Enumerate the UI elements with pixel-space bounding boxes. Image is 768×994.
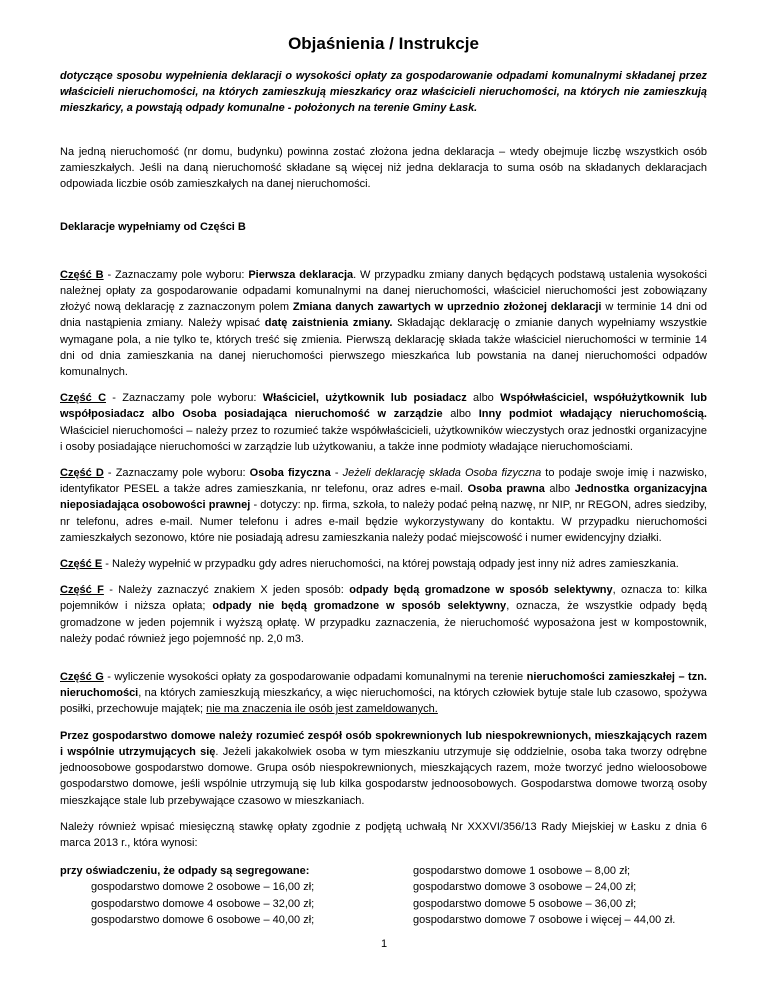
part-b-bold: datę zaistnienia zmiany. (264, 317, 393, 330)
part-b-paragraph (60, 267, 707, 380)
part-c-text: Właściciel nieruchomości – należy przez to rozumieć także współwłaścicieli, użytkowników wieczystych oraz jednostki organizacyjne i osoby posiadające nieruchomości w zarządzie lub użytkowaniu, a także inne podmioty władające nieruchomościami. (60, 424, 707, 453)
part-c-text: albo (442, 408, 479, 421)
part-b-text: w terminie 14 dni od dnia nastąpienia zmiany. Należy wpisać (60, 301, 708, 330)
rates-heading: przy oświadczeniu, że odpady są segregowane: (60, 865, 310, 878)
part-f-text: , oznacza to: kilka pojemników i niższa opłata; (60, 584, 707, 613)
part-f-bold: odpady będą gromadzone w sposób selektywny (349, 584, 613, 597)
paragraph-one-declaration: Na jedną nieruchomość (nr domu, budynku) powinna zostać złożona jedna deklaracja – wtedy obejmuje liczbę wszystkich osób zamieszkałych. Jeśli na daną nieruchomość składane są więcej niż jedna deklaracja to suma osób na składanych deklaracjach odpowiada liczbie osób zamieszkałych na danej nieruchomości. (60, 146, 707, 191)
part-d-label: Część D (60, 467, 104, 480)
rate-line: gospodarstwo domowe 3 osobowe – 24,00 zł; (413, 881, 637, 894)
part-d-text: - dotyczy: np. firma, szkoła, to należy podać pełną nazwę, nr NIP, nr REGON, adres siedziby, nr telefonu, adres e-mail. Numer telefonu i adres e-mail będzie wykorzystywany do kontaktu. W przypadku nieruchomości zamieszkałych sezonowo, które nie posiadają adresu zamieszkania należy podać miejscowość i numer ewidencyjny działki. (60, 499, 707, 544)
part-b-bold: Zmiana danych zawartych w uprzednio złożonej deklaracji (292, 301, 602, 314)
part-c-bold: Właściciel, użytkownik lub posiadacz (262, 392, 467, 405)
part-b-text: . W przypadku zmiany danych będących podstawą ustalenia wysokości należnej opłaty za gospodarowanie odpadami komunalnymi na danej nieruchomości, właściciel nieruchomości jest zobowiązany złożyć nową deklarację z zaznaczonym polem (60, 268, 707, 314)
household-bold: Przez gospodarstwo domowe należy rozumieć zespół osób spokrewnionych lub niespokrewnionych, mieszkających razem i wspólnie utrzymujących się (60, 729, 707, 758)
intro-paragraph: dotyczące sposobu wypełnienia deklaracji o wysokości opłaty za gospodarowanie odpadami komunalnymi składanej przez właścicieli nieruchomości, na których zamieszkują mieszkańcy oraz właścicieli nieruchomości, na których nie zamieszkują mieszkańcy, a powstają odpady komunalne - położonych na terenie Gminy Łask. (60, 70, 707, 114)
part-d-text: to podaje swoje imię i nazwisko, identyfikator PESEL a także adres zamieszkania, nr telefonu, oraz adres e-mail. (60, 467, 708, 496)
rate-line: gospodarstwo domowe 6 osobowe – 40,00 zł; (91, 913, 315, 926)
document-page (60, 34, 707, 928)
part-b-text: Składając deklarację o zmianie danych wypełniamy wszystkie wymagane pola, a nie tylko te, których treść się zmienia. Pierwszą deklarację składa także właściciel nieruchomości w terminie 14 dni od dnia zamieszkania na danej nieruchomości pierwszego mieszkańca lub powstania na danej nieruchomości odpadów komunalnych. (60, 317, 707, 379)
part-d-italic: Jeżeli deklarację składa Osoba fizyczna (342, 467, 542, 480)
page-number: 1 (380, 938, 388, 950)
part-c-text: albo (466, 392, 501, 405)
household-paragraph (60, 728, 707, 809)
part-f-label: Część F (60, 584, 104, 597)
rates-block (60, 863, 707, 928)
part-b-text: - Zaznaczamy pole wyboru: (103, 268, 249, 281)
part-f-text: , oznacza, że wszystkie odpady będą gromadzone w jeden pojemnik i wyższą opłatę. W przypadku zaznaczenia, że nieruchomość wyposażona jest w kompostownik, należy podać również jego pojemność np. 2,0 m3. (60, 600, 708, 645)
part-b-bold: Pierwsza deklaracja (248, 268, 354, 281)
part-c-bold: Współwłaściciel, współużytkownik lub współposiadacz albo Osoba posiadająca nieruchomość w zarządzie (60, 392, 707, 421)
household-text: . Jeżeli jakakolwiek osoba w tym mieszkaniu utrzymuje się oddzielnie, osoba taka tworzy odrębne jednoosobowe gospodarstwo domowe. Grupa osób niespokrewnionych, mieszkających razem, może tworzyć jedno wieloosobowe gospodarstwo domowe, jeśli wspólnie utrzymują się lub kilka gospodarstw jednoosobowych. Gospodarstwa domowe tworzą osoby mieszkające stale lub przebywające czasowo w mieszkaniach. (60, 745, 707, 807)
rate-line: gospodarstwo domowe 7 osobowe i więcej – 44,00 zł. (413, 913, 676, 926)
part-e-label: Część E (60, 558, 103, 571)
rate-line: gospodarstwo domowe 2 osobowe – 16,00 zł; (91, 881, 315, 894)
part-d-text: - (330, 467, 343, 480)
rate-line: gospodarstwo domowe 1 osobowe – 8,00 zł; (413, 865, 631, 878)
part-d-bold: Osoba fizyczna (249, 467, 331, 480)
rates-left-column (60, 863, 400, 928)
page-title: Objaśnienia / Instrukcje (288, 34, 479, 53)
part-d-bold: Osoba prawna (467, 483, 545, 496)
part-c-label: Część C (60, 392, 107, 405)
part-g-bold: nieruchomości zamieszkałej – tzn. nieruchomości (60, 671, 707, 700)
part-d-text: - Zaznaczamy pole wyboru: (103, 467, 250, 480)
part-f-bold: odpady nie będą gromadzone w sposób selektywny (212, 600, 507, 613)
part-b-label: Część B (60, 268, 104, 281)
part-c-paragraph (60, 390, 707, 455)
part-f-text: - Należy zaznaczyć znakiem X jeden sposób: (103, 584, 350, 597)
part-e-paragraph (60, 556, 707, 572)
section-heading: Deklaracje wypełniamy od Części B (60, 220, 246, 233)
part-c-bold: Inny podmiot władający nieruchomością. (478, 408, 707, 421)
rate-note: Należy również wpisać miesięczną stawkę opłaty zgodnie z podjętą uchwałą Nr XXXVI/356/13 Rady Miejskiej w Łasku z dnia 6 marca 2013 r., która wynosi: (60, 820, 707, 849)
part-g-text: - wyliczenie wysokości opłaty za gospodarowanie odpadami komunalnymi na terenie (103, 671, 527, 684)
part-g-text: , na których zamieszkują mieszkańcy, a więc nieruchomości, na których człowiek bytuje stale lub czasowo, spożywa posiłki, przechowuje majątek; (60, 687, 707, 716)
part-g-label: Część G (60, 671, 104, 684)
rate-line: gospodarstwo domowe 4 osobowe – 32,00 zł; (91, 897, 315, 910)
rates-right-column (400, 863, 675, 928)
part-c-text: - Zaznaczamy pole wyboru: (106, 392, 263, 405)
part-e-text: - Należy wypełnić w przypadku gdy adres nieruchomości, na której powstają odpady jest inny niż adres zamieszkania. (102, 558, 679, 571)
part-g-underline: nie ma znaczenia ile osób jest zameldowanych. (206, 703, 438, 716)
part-f-paragraph (60, 582, 707, 647)
part-d-text: albo (544, 483, 575, 496)
part-d-paragraph (60, 465, 707, 546)
part-g-paragraph (60, 669, 707, 718)
part-d-bold: Jednostka organizacyjna nieposiadająca osobowości prawnej (60, 483, 707, 512)
rate-line: gospodarstwo domowe 5 osobowe – 36,00 zł; (413, 897, 637, 910)
